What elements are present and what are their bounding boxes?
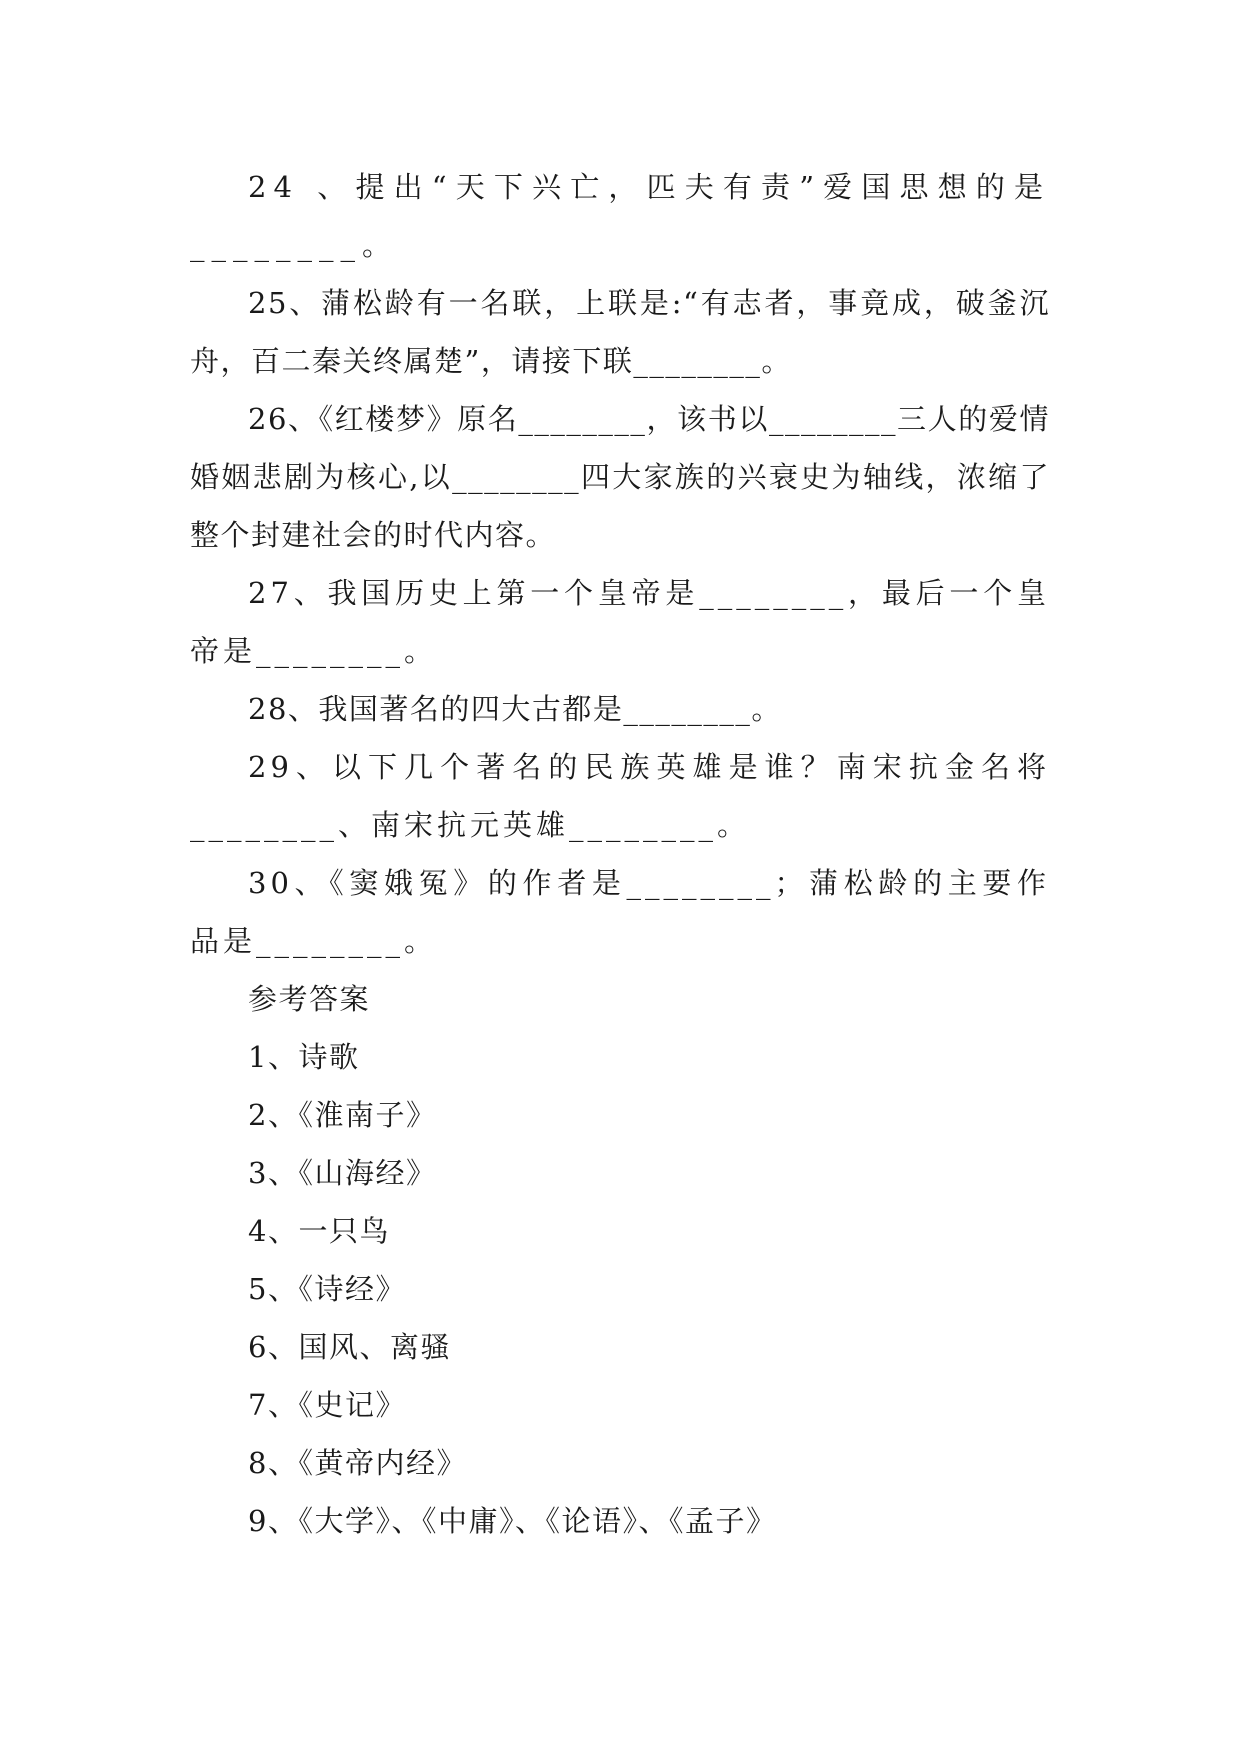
- answer-item-6: 6、国风、离骚: [248, 1330, 451, 1364]
- answer-item-7: 7、《史记》: [248, 1388, 406, 1422]
- answer-item-2: 2、《淮南子》: [248, 1098, 437, 1132]
- document-content: [190, 158, 1050, 1550]
- question-24: 24 、提出“天下兴亡，匹夫有责”爱国思想的是________。: [190, 170, 1050, 262]
- answer-item-9: 9、《大学》、《中庸》、《论语》、《孟子》: [248, 1504, 777, 1538]
- answer-item-8: 8、《黄帝内经》: [248, 1446, 467, 1480]
- answers-title: 参考答案: [248, 982, 371, 1016]
- question-28: 28、我国著名的四大古都是________。: [248, 692, 782, 726]
- answer-item-4: 4、一只鸟: [248, 1214, 390, 1248]
- question-30: 30、《窦娥冤》的作者是________；蒲松龄的主要作品是________。: [190, 866, 1050, 958]
- question-26: 26、《红楼梦》原名________，该书以________三人的爱情婚姻悲剧为核心,以________四大家族的兴衰史为轴线，浓缩了整个封建社会的时代内容。: [190, 402, 1050, 552]
- answer-item-3: 3、《山海经》: [248, 1156, 437, 1190]
- answer-item-1: 1、诗歌: [248, 1040, 360, 1074]
- answer-item-5: 5、《诗经》: [248, 1272, 406, 1306]
- question-25: 25、蒲松龄有一名联，上联是:“有志者，事竟成，破釜沉舟，百二秦关终属楚”，请接下联________。: [190, 286, 1050, 378]
- question-29: 29、以下几个著名的民族英雄是谁？南宋抗金名将________、南宋抗元英雄________。: [190, 750, 1050, 842]
- question-27: 27、我国历史上第一个皇帝是________，最后一个皇帝是________。: [190, 576, 1050, 668]
